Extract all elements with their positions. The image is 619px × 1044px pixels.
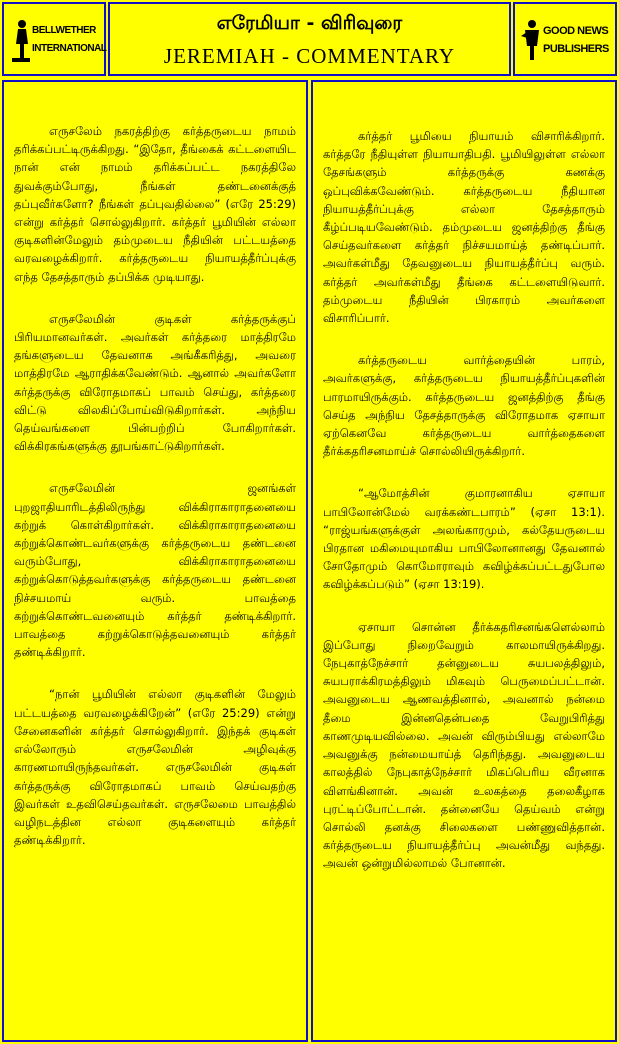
paragraph: கர்த்தருடைய வார்த்தையின் பாரம், அவர்களுக்கு, கர்த்தருடைய நியாயத்தீர்ப்புகளின் பாரமாயிருக்கும். கர்த்தருடைய ஜனத்திற்கு தீங்கு செய்த அந்நிய தேசத்தாருக்கு விரோதமாக ஏசாயா ஏற்கெனவே கர்த்தருடைய வார்த்தைகளை தீர்க்கதரிசனமாய்ச் சொல்லியிருக்கிறார். (323, 353, 605, 459)
paragraph: “நான் பூமியின் எல்லா குடிகளின் மேலும் பட்டயத்தை வரவழைக்கிறேன்” (எரே 25:29) என்று சேனைகளின் கர்த்தர் சொல்லுகிறார். இந்தக் குடிகள் எல்லோரும் எருசலேமின் அழிவுக்கு காரணமாயிருந்தவர்கள். எருசலேமின் குடிகள் கர்த்தருக்கு விரோதமாகப் பாவம் செய்வதற்கு இவர்கள் உதவிசெய்தவர்கள். எருசலேமை பாவத்தில் வழிநடத்தின எல்லா குடிகளையும் கர்த்தர் தண்டிக்கிறார். (14, 687, 296, 848)
bellwether-figure-icon (10, 18, 32, 62)
right-column-text (323, 127, 605, 897)
right-logo-text: GOOD NEWS PUBLISHERS (543, 25, 609, 55)
paragraph: எருசலேம் நகரத்திற்கு கர்த்தருடைய நாமம் தரிக்கப்பட்டிருக்கிறது. “இதோ, தீங்கைக் கட்டளையிட நான் என் நாமம் தரிக்கப்பட்ட நகரத்திலே துவக்கும்போது, நீங்கள் தண்டனைக்குத் தப்புவீர்களோ? நீங்கள் தப்புவதில்லை” (எரே 25:29) என்று கர்த்தர் சொல்லுகிறார். கர்த்தர் பூமியின் எல்லா குடிகளின்மேலும் தம்முடைய நீதியின் பட்டயத்தை வரவழைக்கிறார். கர்த்தருடைய நியாயத்தீர்ப்புக்கு எந்த தேசத்தாரும் தப்பிக்க முடியாது. (14, 124, 296, 284)
goodnews-figure-icon (521, 18, 543, 62)
bellwether-logo (10, 14, 107, 66)
left-logo-box (2, 2, 106, 76)
left-column (2, 80, 308, 1042)
paragraph: “ஆமோத்சின் குமாரனாகிய ஏசாயா பாபிலோன்மேல் வரக்கண்டபாரம்” (ஏசா 13:1). “ராஜ்யங்களுக்குள் அலங்காரமும், கல்தேயருடைய பிரதான மகிமையுமாகிய பாபிலோனானது தேவனால் சோதோமும் கொமோராவும் கவிழ்க்கப்பட்டதுபோல கவிழ்க்கப்படும்” (ஏசா 13:19). (323, 486, 605, 592)
goodnews-logo (521, 14, 611, 66)
title-box (108, 2, 511, 76)
title-tamil: எரேமியா - விரிவுரை (216, 12, 403, 34)
title-english: JEREMIAH - COMMENTARY (163, 44, 456, 68)
paragraph: கர்த்தர் பூமியை நியாயம் விசாரிக்கிறார். கர்த்தரே நீதியுள்ள நியாயாதிபதி. பூமியிலுள்ள எல்லா தேசங்களும் கர்த்தருக்கு கணக்கு ஒப்புவிக்கவேண்டும். கர்த்தருடைய நீதியான நியாயத்தீர்ப்புக்கு எல்லா தேசத்தாரும் கீழ்ப்படியவேண்டும். தம்முடைய ஜனத்திற்கு தீங்கு செய்தவர்களை கர்த்தர் நிச்சயமாய்த் தண்டிப்பார். அவர்கள்மீது தேவனுடைய நியாயத்தீர்ப்பு வரும். கர்த்தர் அவர்கள்மீது தீங்கை கட்டளையிடுவார். தம்முடைய நீதியின் பிரகாரம் அவர்களை விசாரிப்பார். (323, 129, 605, 326)
left-column-text (14, 122, 296, 873)
paragraph: எருசலேமின் குடிகள் கர்த்தருக்குப் பிரியமானவர்கள். அவர்கள் கர்த்தரை மாத்திரமே தங்களுடைய தேவனாக அங்கீகரித்து, அவரை மாத்திரமே ஆராதிக்கவேண்டும். ஆனால் அவர்களோ கர்த்தருக்கு விரோதமாகப் பாவம் செய்து, கர்த்தரை விட்டு விலகிப்போய்விடுகிறார்கள். அந்நிய தெய்வங்களை பின்பற்றிப் போகிறார்கள். விக்கிரகங்களுக்கு தூபங்காட்டுகிறார்கள். (14, 311, 296, 454)
right-logo-box (513, 2, 617, 76)
paragraph: எருசலேமின் ஜனங்கள் புறஜாதியாரிடத்திலிருந்து விக்கிராகாராதனையை கற்றுக் கொள்கிறார்கள். விக்கிராகாராதனையை கற்றுக்கொண்டவர்களுக்கு கர்த்தருடைய தண்டனை வரும்போது, விக்கிராகாராதனையை கற்றுக்கொடுத்தவர்களுக்கு கர்த்தருடைய தண்டனை நிச்சயமாய் வரும். பாவத்தை கற்றுக்கொண்டவனையும் கர்த்தர் தண்டிக்கிறார். பாவத்தை கற்றுக்கொடுத்தவனையும் கர்த்தர் தண்டிக்கிறார். (14, 481, 296, 660)
paragraph: ஏசாயா சொன்ன தீர்க்கதரிசனங்களெல்லாம் இப்போது நிறைவேறும் காலமாயிருக்கிறது. நேபுகாத்நேச்சார் தன்னுடைய சுயபலத்திலும், சுயபராக்கிரமத்திலும் மிகவும் பெருமைப்பட்டான். அவனுடைய ஆணவத்தினால், அவனால் நன்மை தீமை இன்னதென்பதை வேறுபிரித்து காணமுடியவில்லை. அவன் விரும்பியது எல்லாமே அவனுக்கு நன்மையாய்த் தெரிந்தது. அவனுடைய காலத்தில் நேபுகாத்நேச்சார் மிகப்பெரிய வீரனாக விளங்கினான். அவன் உலகத்தை தலைகீழாக புரட்டிப்போட்டான். தன்னையே தெய்வம் என்று சொல்லி தனக்கு சிலைகளை பண்ணுவித்தான். கர்த்தருடைய நியாயத்தீர்ப்பு அவன்மீது வந்தது. அவன் ஒன்றுமில்லாமல் போனான். (323, 619, 605, 871)
left-logo-text: BELLWETHER INTERNATIONAL (32, 25, 107, 54)
right-column (311, 80, 617, 1042)
